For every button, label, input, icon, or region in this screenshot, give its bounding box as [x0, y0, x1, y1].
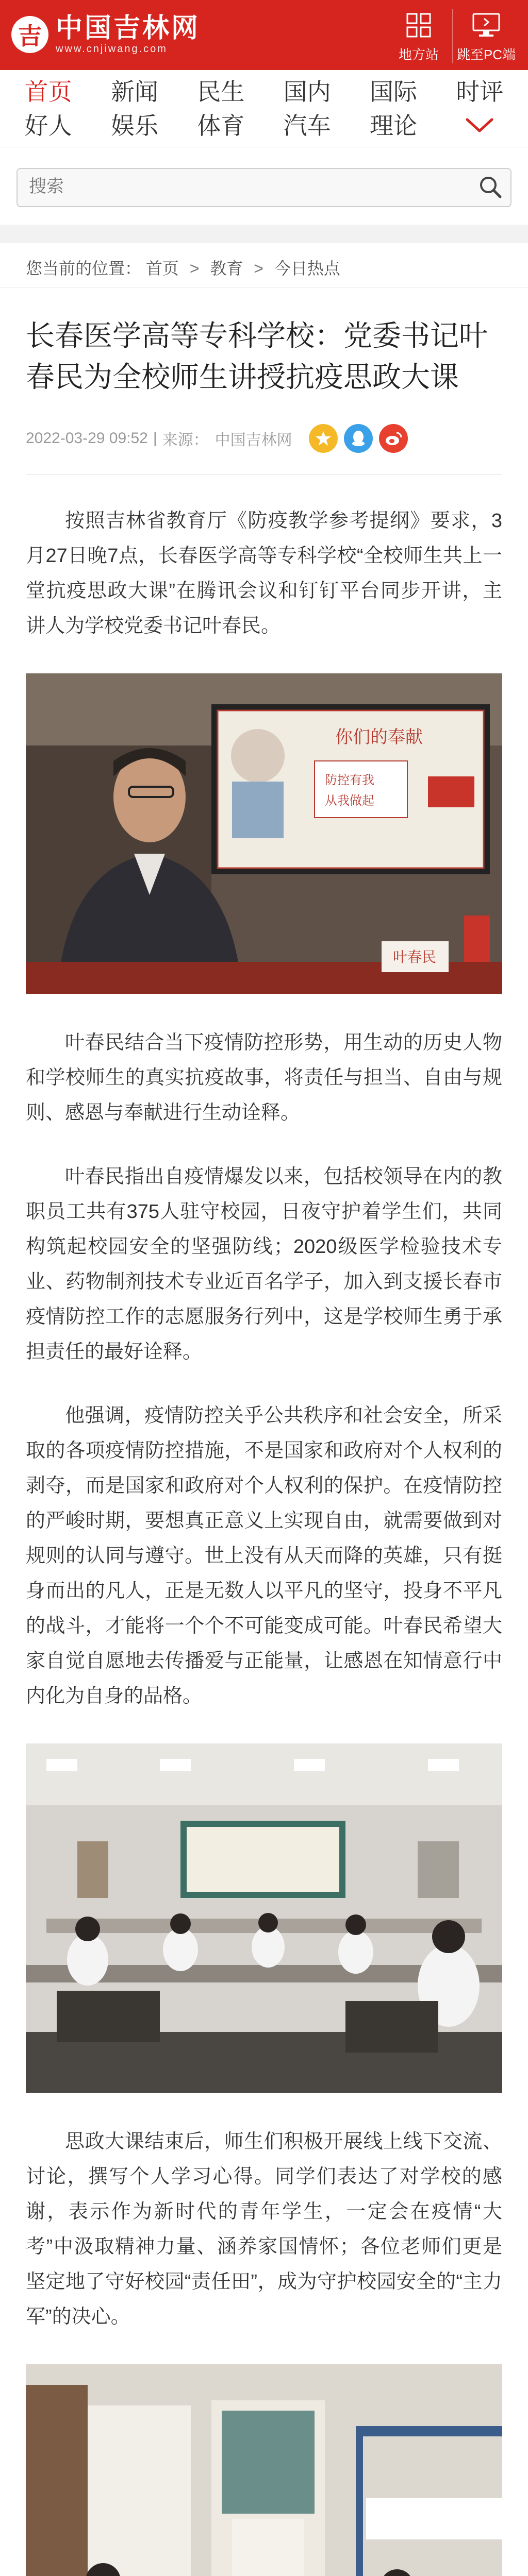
screen-line-1: 防控有我	[325, 773, 374, 787]
channel-nav	[0, 70, 528, 147]
nav-sports[interactable]: 体育	[197, 112, 245, 139]
header-bar	[0, 0, 528, 70]
breadcrumb-separator: >	[254, 259, 263, 278]
nav-news[interactable]: 新闻	[110, 78, 158, 105]
nav-commentary[interactable]: 时评	[456, 78, 504, 105]
article-photo-classroom	[26, 1743, 502, 2095]
logo-domain: www.cnjiwang.com	[56, 43, 168, 55]
share-qzone-button[interactable]	[309, 424, 338, 453]
article-paragraph: 按照吉林省教育厅《防疫教学参考提纲》要求，3月27日晚7点，长春医学高等专科学校“全校师生共上一堂抗疫思政大课”在腾讯会议和钉钉平台同步开讲，主讲人为学校党委书记叶春民。	[26, 510, 502, 637]
search-box	[16, 168, 512, 207]
share-qq-button[interactable]	[344, 424, 373, 453]
weibo-icon	[384, 431, 403, 446]
nav-livelihood[interactable]: 民生	[197, 78, 245, 105]
pc-version-label: 跳至PC端	[456, 47, 516, 62]
local-stations-button[interactable]	[385, 9, 452, 63]
meta-separator: |	[153, 430, 157, 447]
nav-entertainment[interactable]: 娱乐	[110, 112, 158, 139]
nav-more-button[interactable]	[464, 109, 495, 143]
search-button[interactable]	[477, 174, 503, 202]
article-source-label: 来源：	[162, 432, 209, 449]
share-weibo-button[interactable]	[379, 424, 408, 453]
logo-title: 中国吉林网	[56, 12, 201, 44]
article-paragraph: 他强调，疫情防控关乎公共秩序和社会安全，所采取的各项疫情防控措施，不是国家和政府对个人权利的剥夺，而是国家和政府对个人权利的保护。在疫情防控的严峻时期，要想真正意义上实现自由，就需要做到对规则的认同与遵守。世上没有从天而降的英雄，只有挺身而出的凡人，正是无数人以平凡的坚守，投身不平凡的战斗，才能将一个个不可能变成可能。叶春民希望大家自觉自愿地去传播爱与正能量，让感恩在知情意行中内化为自身的品格。	[26, 1405, 502, 1707]
pc-version-button[interactable]	[452, 9, 520, 63]
article-title: 长春医学高等专科学校：党委书记叶春民为全校师生讲授抗疫思政大课	[26, 319, 488, 393]
search-area	[0, 147, 528, 225]
breadcrumb-hot-today[interactable]: 今日热点	[274, 259, 340, 278]
screen-headline: 你们的奉献	[335, 727, 423, 748]
article-photo-speaker	[26, 673, 502, 996]
nav-auto[interactable]: 汽车	[283, 112, 331, 139]
nav-domestic[interactable]: 国内	[283, 78, 331, 105]
breadcrumb	[0, 243, 528, 287]
breadcrumb-separator: >	[189, 259, 200, 278]
search-input[interactable]	[18, 169, 461, 204]
site-logo[interactable]	[11, 13, 200, 55]
chevron-down-icon	[464, 116, 495, 135]
article-source-name: 中国吉林网	[214, 432, 292, 449]
article-paragraph: 叶春民指出自疫情爆发以来，包括校领导在内的教职员工共有375人驻守校园，日夜守护着学生们，共同构筑起校园安全的坚强防线；2020级医学检验技术专业、药物制剂技术专业近百名学子，加入到支援长春市疫情防控工作的志愿服务行列中，这是学校师生勇于承担责任的最好诠释。	[26, 1166, 502, 1363]
logo-emblem-icon: 吉	[11, 16, 48, 53]
article-paragraph: 叶春民结合当下疫情防控形势，用生动的历史人物和学校师生的真实抗疫故事，将责任与担当、自由与规则、感恩与奉献进行生动诠释。	[26, 1032, 502, 1124]
star-icon	[315, 430, 332, 447]
nav-international[interactable]: 国际	[369, 78, 417, 105]
article-date: 2022-03-29 09:52	[26, 430, 148, 447]
share-buttons	[303, 424, 408, 453]
local-stations-label: 地方站	[398, 47, 439, 62]
article-paragraph: 思政大课结束后，师生们积极开展线上线下交流、讨论，撰写个人学习心得。同学们表达了对学校的感谢，表示作为新时代的青年学生，一定会在疫情“大考”中汲取精神力量、涵养家国情怀；各位老师们更是坚定地了守好校园“责任田”，成为守护校园安全的“主力军”的决心。	[26, 2131, 502, 2328]
article-meta	[26, 421, 502, 474]
nav-theory[interactable]: 理论	[369, 112, 417, 139]
breadcrumb-label: 您当前的位置：	[26, 259, 142, 278]
penguin-icon	[351, 430, 366, 447]
breadcrumb-education[interactable]: 教育	[210, 259, 243, 278]
nav-home[interactable]: 首页	[24, 78, 72, 105]
monitor-icon	[453, 9, 520, 41]
breadcrumb-home[interactable]: 首页	[145, 259, 179, 278]
search-icon	[477, 174, 503, 200]
article	[0, 315, 528, 2576]
section-divider	[0, 225, 528, 243]
screen-line-2: 从我做起	[325, 793, 374, 808]
grid-icon	[385, 9, 452, 41]
speaker-nameplate: 叶春民	[393, 948, 437, 965]
article-photo-dormitory	[26, 2364, 502, 2576]
nav-good-people[interactable]: 好人	[24, 112, 72, 139]
